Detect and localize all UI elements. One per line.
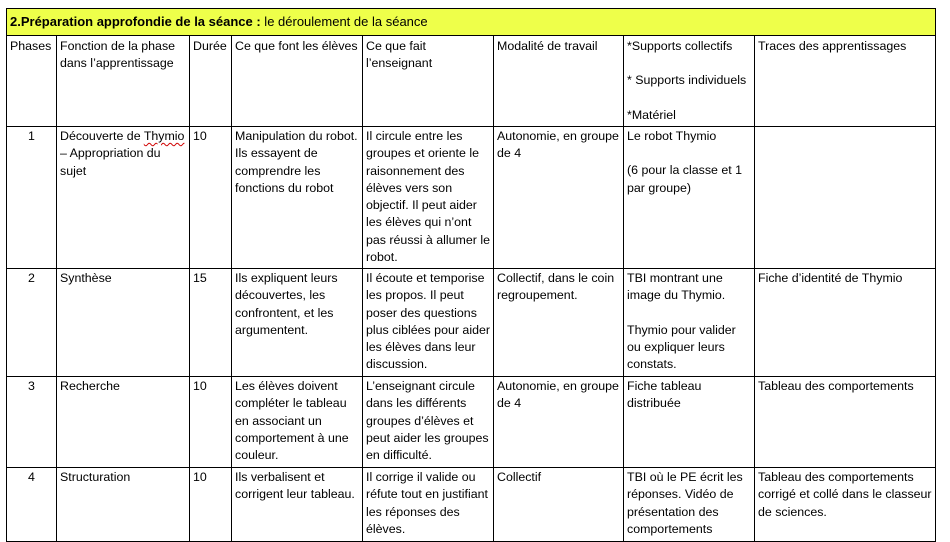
header-supports-individuels: * Supports individuels [627, 73, 747, 88]
phase-eleves: Les élèves doivent compléter le tableau en associant un comportement à une couleur. [232, 377, 363, 468]
header-duree: Durée [190, 36, 232, 127]
supports-line: TBI montrant une image du Thymio. [627, 271, 726, 303]
phase-duree: 10 [190, 468, 232, 542]
header-traces: Traces des apprentissages [755, 36, 936, 127]
header-phases: Phases [7, 36, 57, 127]
header-fonction: Fonction de la phase dans l’apprentissage [57, 36, 190, 127]
header-materiel: *Matériel [627, 107, 676, 122]
section-title-row [7, 9, 936, 36]
phase-number: 3 [7, 377, 57, 468]
header-enseignant: Ce que fait l’enseignant [363, 36, 494, 127]
phase-duree: 10 [190, 127, 232, 269]
table-row [7, 377, 936, 468]
phase-eleves: Ils verbalisent et corrigent leur tableau. [232, 468, 363, 542]
phase-eleves: Ils expliquent leurs découvertes, les confrontent, et les argumentent. [232, 269, 363, 377]
phase-number: 1 [7, 127, 57, 269]
phase-fonction: Structuration [57, 468, 190, 542]
phase-number: 2 [7, 269, 57, 377]
phase-enseignant: L’enseignant circule dans les différents groupes d’élèves et peut aider les groupes en difficulté. [363, 377, 494, 468]
phase-fonction: Découverte de Thymio – Appropriation du sujet [57, 127, 190, 269]
header-eleves: Ce que font les élèves [232, 36, 363, 127]
phase-duree: 10 [190, 377, 232, 468]
phase-fonction: Recherche [57, 377, 190, 468]
phase-supports [624, 127, 755, 269]
phase-traces: Fiche d’identité de Thymio [755, 269, 936, 377]
section-title-bold: 2.Préparation approfondie de la séance : [10, 14, 261, 30]
phase-traces: Tableau des comportements [755, 377, 936, 468]
header-modalite: Modalité de travail [494, 36, 624, 127]
section-title [7, 9, 936, 36]
seance-table [6, 8, 936, 542]
phase-enseignant: Il corrige il valide ou réfute tout en justifiant les réponses des élèves. [363, 468, 494, 542]
phase-number: 4 [7, 468, 57, 542]
phase-duree: 15 [190, 269, 232, 377]
phase-modalite: Collectif, dans le coin regroupement. [494, 269, 624, 377]
phase-fonction: Synthèse [57, 269, 190, 377]
supports-line: Le robot Thymio [627, 129, 717, 143]
phase-modalite: Autonomie, en groupe de 4 [494, 127, 624, 269]
spellcheck-word: Thymio [143, 129, 185, 143]
header-supports-collectifs: *Supports collectifs [627, 39, 733, 53]
table-row [7, 468, 936, 542]
phase-supports: TBI où le PE écrit les réponses. Vidéo de présentation des comportements [624, 468, 755, 542]
header-supports [624, 36, 755, 127]
phase-modalite: Autonomie, en groupe de 4 [494, 377, 624, 468]
phase-modalite: Collectif [494, 468, 624, 542]
supports-line: Thymio pour valider ou expliquer leurs constats. [627, 322, 736, 372]
phase-supports: Fiche tableau distribuée [624, 377, 755, 468]
supports-line: (6 pour la classe et 1 par groupe) [627, 163, 743, 195]
phase-enseignant: Il écoute et temporise les propos. Il peut poser des questions plus ciblées pour aider les élèves dans leur discussion. [363, 269, 494, 377]
phase-enseignant: Il circule entre les groupes et oriente le raisonnement des élèves vers son objectif. Il peut aider les élèves qui n’ont pas réussi à allumer le robot. [363, 127, 494, 269]
section-title-rest: le déroulement de la séance [260, 14, 428, 30]
phase-eleves: Manipulation du robot. Ils essayent de comprendre les fonctions du robot [232, 127, 363, 269]
header-row [7, 36, 936, 127]
phase-traces [755, 127, 936, 269]
phase-supports [624, 269, 755, 377]
phase-traces: Tableau des comportements corrigé et collé dans le classeur de sciences. [755, 468, 936, 542]
table-row [7, 127, 936, 269]
table-row [7, 269, 936, 377]
